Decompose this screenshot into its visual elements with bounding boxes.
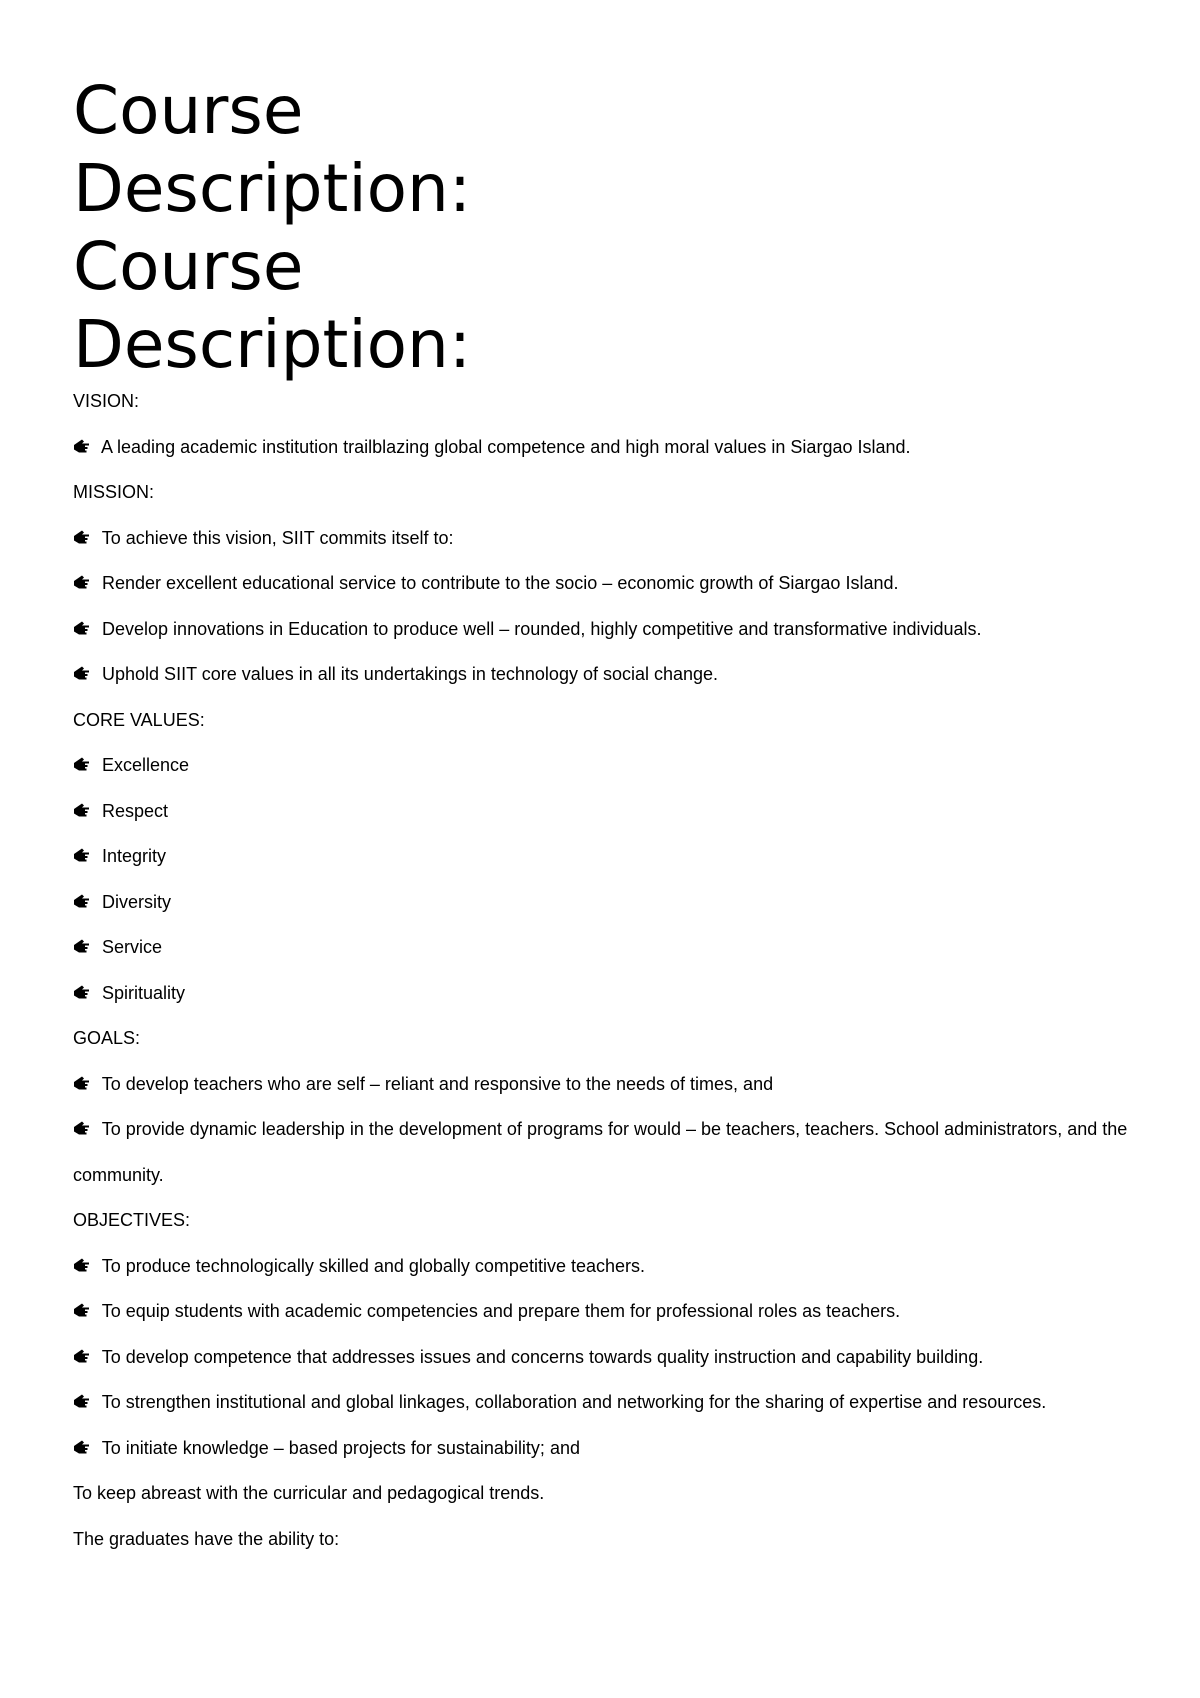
pointing-hand-icon — [73, 801, 91, 819]
paragraph-text: To keep abreast with the curricular and pedagogical trends. — [73, 1483, 545, 1503]
paragraph-text: Develop innovations in Education to produce well – rounded, highly competitive and transformative individuals. — [102, 618, 982, 639]
paragraph-text: To produce technologically skilled and globally competitive teachers. — [101, 1255, 645, 1276]
paragraph-text: The graduates have the ability to: — [73, 1528, 340, 1549]
pointing-hand-icon — [73, 1301, 91, 1319]
paragraph-text: OBJECTIVES: — [73, 1210, 191, 1230]
paragraph — [73, 477, 1133, 507]
paragraph-text: VISION: — [73, 391, 140, 411]
paragraph-text: CORE VALUES: — [73, 709, 205, 730]
pointing-hand-icon — [73, 983, 91, 1001]
document-body — [73, 386, 1133, 1554]
title-line: Course — [73, 72, 304, 149]
bullet-paragraph — [73, 1251, 1133, 1281]
pointing-hand-icon — [73, 573, 91, 591]
paragraph — [73, 1160, 1133, 1190]
title-line: Description: — [73, 306, 472, 383]
title-line: Course — [73, 228, 304, 305]
bullet-paragraph — [73, 841, 1133, 871]
paragraph-text: MISSION: — [73, 482, 155, 502]
page-title — [73, 72, 1133, 384]
pointing-hand-icon — [73, 1347, 91, 1365]
paragraph-text: Spirituality — [102, 982, 186, 1003]
paragraph-text: A leading academic institution trailblazing global competence and high moral values in Siargao Island. — [101, 436, 911, 457]
title-line: Description: — [73, 150, 472, 227]
paragraph-text: Respect — [102, 800, 169, 821]
paragraph-text: Uphold SIIT core values in all its undertakings in technology of social change. — [102, 664, 719, 684]
bullet-paragraph — [73, 887, 1133, 917]
bullet-paragraph — [73, 932, 1133, 962]
bullet-paragraph — [73, 659, 1133, 689]
bullet-paragraph — [73, 1114, 1133, 1144]
paragraph-text: GOALS: — [73, 1028, 141, 1048]
paragraph-text: To develop teachers who are self – reliant and responsive to the needs of times, and — [101, 1073, 774, 1094]
paragraph-text: To equip students with academic competencies and prepare them for professional roles as teachers. — [101, 1301, 901, 1321]
pointing-hand-icon — [73, 846, 91, 864]
paragraph-text: To achieve this vision, SIIT commits itself to: — [101, 527, 454, 548]
bullet-paragraph — [73, 796, 1133, 826]
paragraph-text: Render excellent educational service to contribute to the socio – economic growth of Siargao Island. — [102, 573, 899, 593]
paragraph-text: To strengthen institutional and global linkages, collaboration and networking for the sharing of expertise and resources. — [101, 1392, 1047, 1412]
bullet-paragraph — [73, 750, 1133, 780]
paragraph-text: community. — [73, 1164, 164, 1185]
pointing-hand-icon — [73, 528, 91, 546]
bullet-paragraph — [73, 523, 1133, 553]
pointing-hand-icon — [73, 1074, 91, 1092]
pointing-hand-icon — [73, 892, 91, 910]
pointing-hand-icon — [73, 664, 91, 682]
bullet-paragraph — [73, 432, 1133, 462]
pointing-hand-icon — [73, 1119, 91, 1137]
paragraph — [73, 705, 1133, 735]
document-page — [73, 72, 1133, 1569]
bullet-paragraph — [73, 1387, 1133, 1417]
pointing-hand-icon — [73, 755, 91, 773]
bullet-paragraph — [73, 1069, 1133, 1099]
pointing-hand-icon — [73, 437, 91, 455]
paragraph-text: Excellence — [102, 755, 190, 775]
pointing-hand-icon — [73, 937, 91, 955]
paragraph-text: Diversity — [102, 891, 172, 912]
paragraph — [73, 1524, 1133, 1554]
pointing-hand-icon — [73, 1392, 91, 1410]
bullet-paragraph — [73, 978, 1133, 1008]
pointing-hand-icon — [73, 619, 91, 637]
paragraph-text: Service — [102, 937, 163, 957]
pointing-hand-icon — [73, 1256, 91, 1274]
paragraph-text: To initiate knowledge – based projects for sustainability; and — [101, 1437, 580, 1458]
bullet-paragraph — [73, 1433, 1133, 1463]
bullet-paragraph — [73, 1296, 1133, 1326]
paragraph — [73, 1023, 1133, 1053]
bullet-paragraph — [73, 568, 1133, 598]
paragraph-text: To provide dynamic leadership in the development of programs for would – be teachers, teachers. School administrators, and the — [101, 1119, 1128, 1139]
paragraph — [73, 1205, 1133, 1235]
paragraph-text: Integrity — [102, 846, 167, 866]
bullet-paragraph — [73, 614, 1133, 644]
paragraph — [73, 1478, 1133, 1508]
paragraph — [73, 386, 1133, 416]
bullet-paragraph — [73, 1342, 1133, 1372]
pointing-hand-icon — [73, 1438, 91, 1456]
paragraph-text: To develop competence that addresses issues and concerns towards quality instruction and capability building. — [101, 1346, 984, 1367]
